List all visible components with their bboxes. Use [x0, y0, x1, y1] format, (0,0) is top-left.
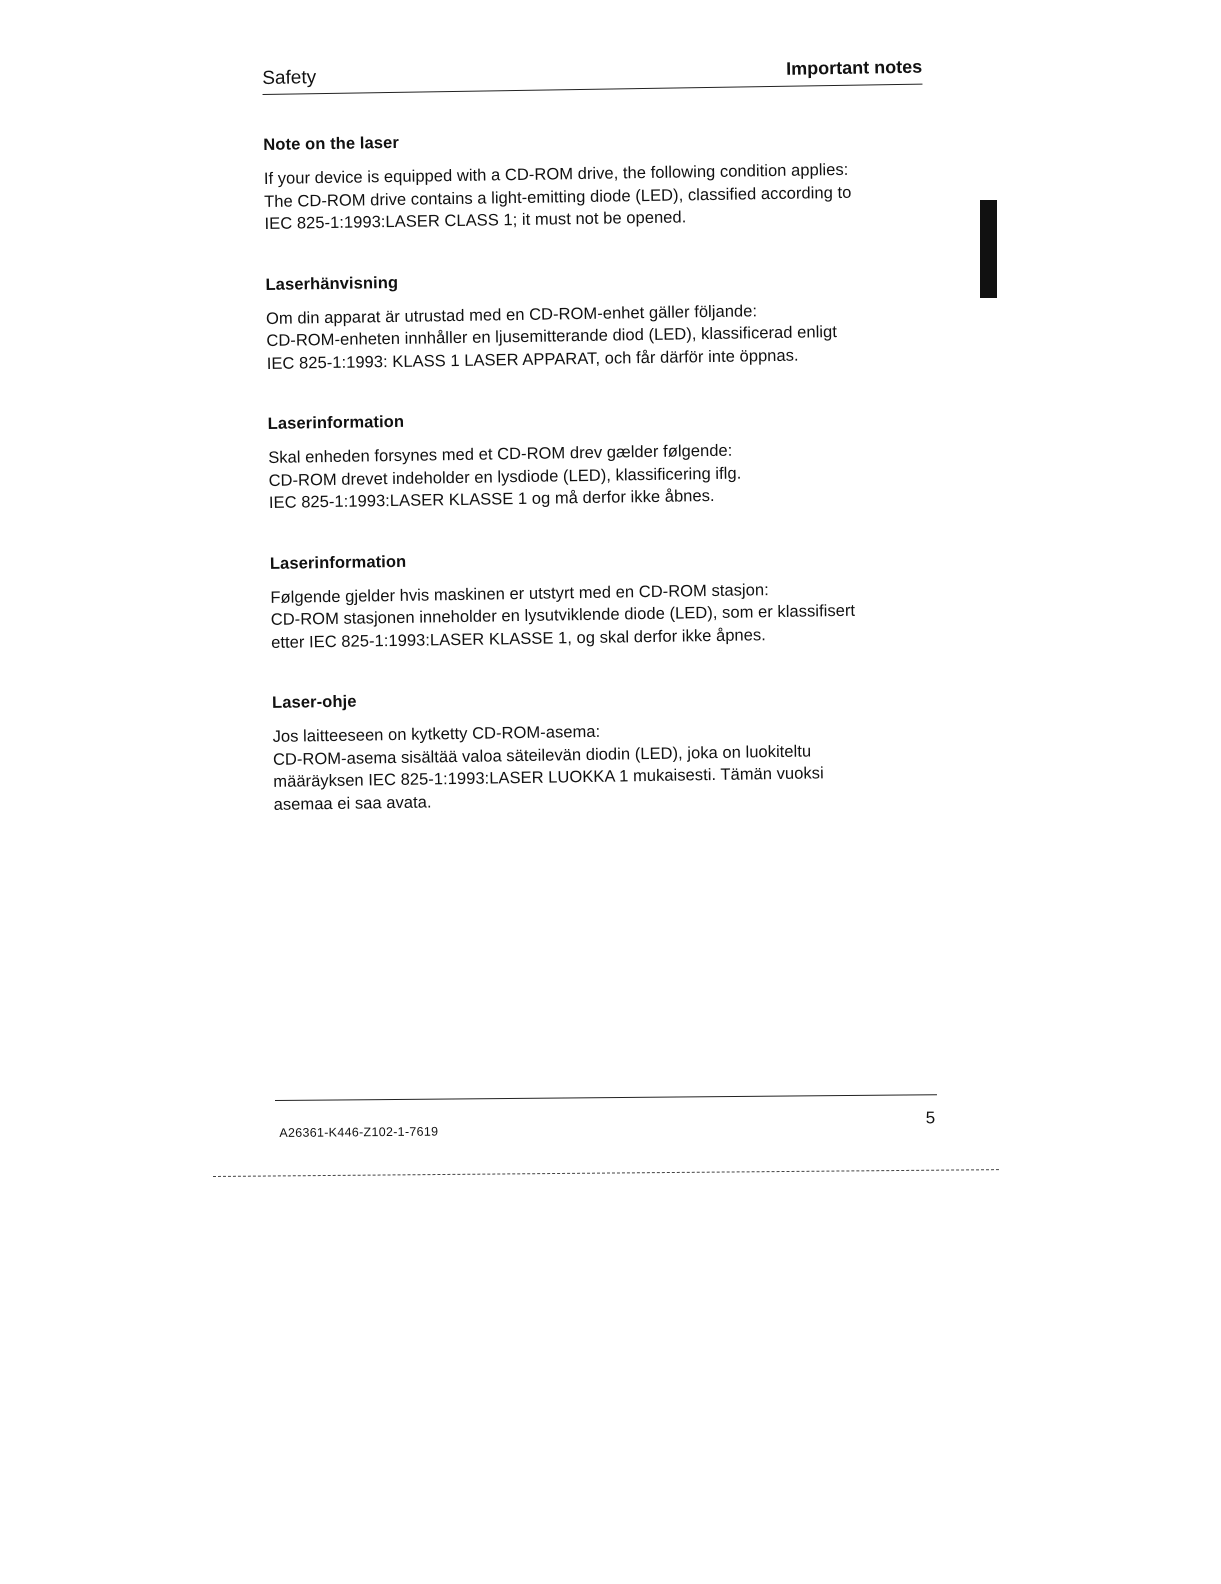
- section-heading: Laser-ohje: [271, 692, 357, 712]
- section-heading: Note on the laser: [263, 133, 400, 154]
- section-label: Safety: [262, 67, 317, 89]
- section-body: [264, 158, 925, 236]
- body-line: IEC 825-1:1993:LASER CLASS 1; it must not be opened.: [264, 208, 687, 233]
- section-body: [266, 297, 927, 375]
- body-line: Skal enheden forsynes med et CD-ROM drev gælder følgende:: [268, 441, 733, 467]
- body-line: etter IEC 825-1:1993:LASER KLASSE 1, og skal derfor ikke åpnes.: [271, 625, 766, 652]
- chapter-label: Important notes: [786, 56, 923, 79]
- section-body: [272, 716, 933, 816]
- body-line: CD-ROM-enheten innhåller en ljusemitterande diod (LED), klassificerad enligt: [266, 323, 838, 350]
- section-heading: Laserhänvisning: [265, 273, 399, 294]
- body-line: IEC 825-1:1993: KLASS 1 LASER APPARAT, och får därför inte öppnas.: [266, 346, 799, 373]
- body-line: määräyksen IEC 825-1:1993:LASER LUOKKA 1 mukaisesti. Tämän vuoksi: [273, 764, 824, 791]
- body-line: asemaa ei saa avata.: [273, 792, 432, 814]
- section-body: [270, 576, 931, 654]
- body-line: CD-ROM drevet indeholder en lysdiode (LED), klassificering iflg.: [268, 464, 742, 490]
- body-line: The CD-ROM drive contains a light-emitting diode (LED), classified according to: [264, 183, 852, 211]
- body-line: Jos laitteeseen on kytketty CD-ROM-asema:: [272, 722, 601, 746]
- page-number: 5: [925, 1108, 936, 1128]
- laser-note-finnish: [272, 684, 934, 816]
- section-heading: Laserinformation: [269, 552, 407, 573]
- section-body: [268, 437, 929, 515]
- body-line: CD-ROM stasjonen inneholder en lysutviklende diode (LED), som er klassifisert: [270, 601, 856, 629]
- laser-note-swedish: [265, 265, 926, 375]
- chapter-thumb-tab: [980, 200, 997, 298]
- body-line: CD-ROM-asema sisältää valoa säteilevän diodin (LED), joka on luokiteltu: [272, 741, 812, 769]
- body-line: Om din apparat är utrustad med en CD-ROM-enhet gäller följande:: [265, 301, 758, 328]
- scan-edge-line: [213, 1169, 999, 1177]
- body-line: IEC 825-1:1993:LASER KLASSE 1 og må derfor ikke åbnes.: [268, 486, 715, 512]
- body-line: Følgende gjelder hvis maskinen er utstyrt med en CD-ROM stasjon:: [270, 580, 769, 607]
- page-content: [262, 50, 934, 816]
- laser-note-norwegian: [270, 544, 931, 654]
- body-line: If your device is equipped with a CD-ROM drive, the following condition applies:: [263, 160, 849, 188]
- page-footer: [275, 1094, 937, 1140]
- laser-note-danish: [268, 405, 929, 515]
- footer-rule: [275, 1094, 937, 1101]
- notice-sections: [263, 85, 934, 816]
- document-code: A26361-K446-Z102-1-7619: [279, 1124, 439, 1140]
- laser-note-english: [263, 126, 924, 236]
- section-heading: Laserinformation: [267, 412, 405, 433]
